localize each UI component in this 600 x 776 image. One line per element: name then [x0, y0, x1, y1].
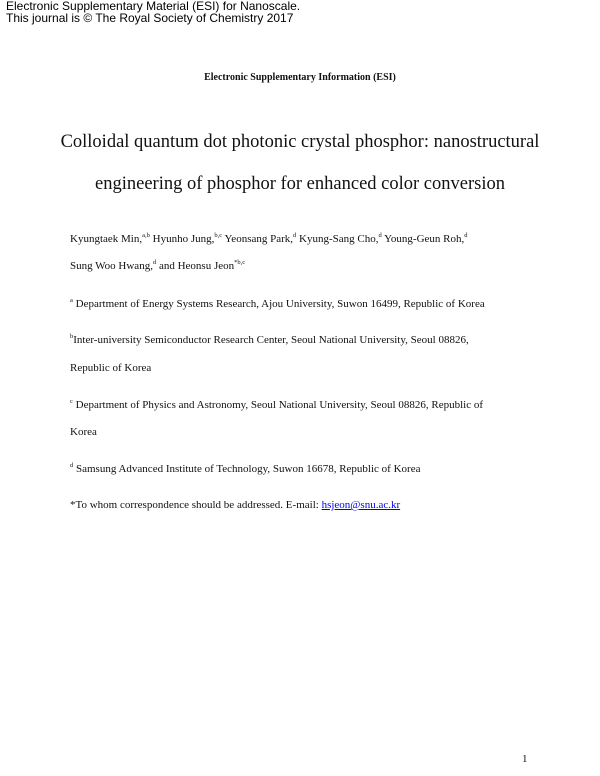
author-affiliation-mark: a,b — [142, 232, 150, 239]
correspondence-note — [70, 499, 400, 511]
paper-title-line-2: engineering of phosphor for enhanced color conversion — [95, 174, 505, 194]
author-list-line-1 — [70, 233, 468, 245]
email-link[interactable]: hsjeon@snu.ac.kr — [321, 499, 401, 511]
author-affiliation-mark: d — [152, 259, 157, 266]
author-name: Young-Geun Roh, — [384, 233, 465, 245]
affiliation-mark: c — [70, 398, 73, 405]
affiliation-c-continued: Korea — [70, 426, 97, 438]
affiliation-b-continued: Republic of Korea — [70, 362, 152, 374]
affiliation-d — [70, 463, 420, 475]
author-name: Kyung-Sang Cho, — [299, 233, 379, 245]
affiliation-text: Department of Physics and Astronomy, Seoul National University, Seoul 08826, Republic of — [75, 399, 483, 411]
author-name: Yeonsang Park, — [224, 233, 294, 245]
affiliation-text: Samsung Advanced Institute of Technology, Suwon 16678, Republic of Korea — [76, 463, 421, 475]
esi-heading: Electronic Supplementary Information (ESI) — [204, 72, 396, 83]
header-line-2: This journal is © The Royal Society of Chemistry 2017 — [6, 11, 294, 25]
correspondence-text: *To whom correspondence should be addressed. E-mail: — [70, 499, 322, 511]
author-affiliation-mark: b,c — [214, 232, 223, 239]
author-name: Hyunho Jung, — [152, 233, 215, 245]
author-affiliation-mark: d — [464, 232, 468, 239]
affiliation-mark: a — [70, 297, 73, 304]
affiliation-c — [70, 399, 483, 411]
author-list-line-2 — [70, 260, 245, 272]
author-name: and Heonsu Jeon — [158, 260, 235, 272]
affiliation-mark: d — [70, 462, 74, 469]
affiliation-b — [70, 334, 469, 346]
author-name: Sung Woo Hwang, — [70, 260, 153, 272]
page-number: 1 — [522, 753, 528, 765]
affiliation-text: Department of Energy Systems Research, Ajou University, Suwon 16499, Republic of Korea — [75, 298, 485, 310]
affiliation-mark: b — [70, 333, 74, 340]
header-line-1: Electronic Supplementary Material (ESI) for Nanoscale. — [6, 0, 301, 13]
author-affiliation-mark: d — [293, 232, 297, 239]
author-name: Kyungtaek Min, — [70, 233, 143, 245]
author-affiliation-mark: d — [378, 232, 382, 239]
author-affiliation-mark: *b,c — [234, 259, 246, 266]
affiliation-a — [70, 298, 485, 310]
journal-header — [6, 0, 300, 24]
paper-title-line-1: Colloidal quantum dot photonic crystal phosphor: nanostructural — [60, 132, 540, 152]
affiliation-text: Inter-university Semiconductor Research Center, Seoul National University, Seoul 08826, — [73, 334, 469, 346]
